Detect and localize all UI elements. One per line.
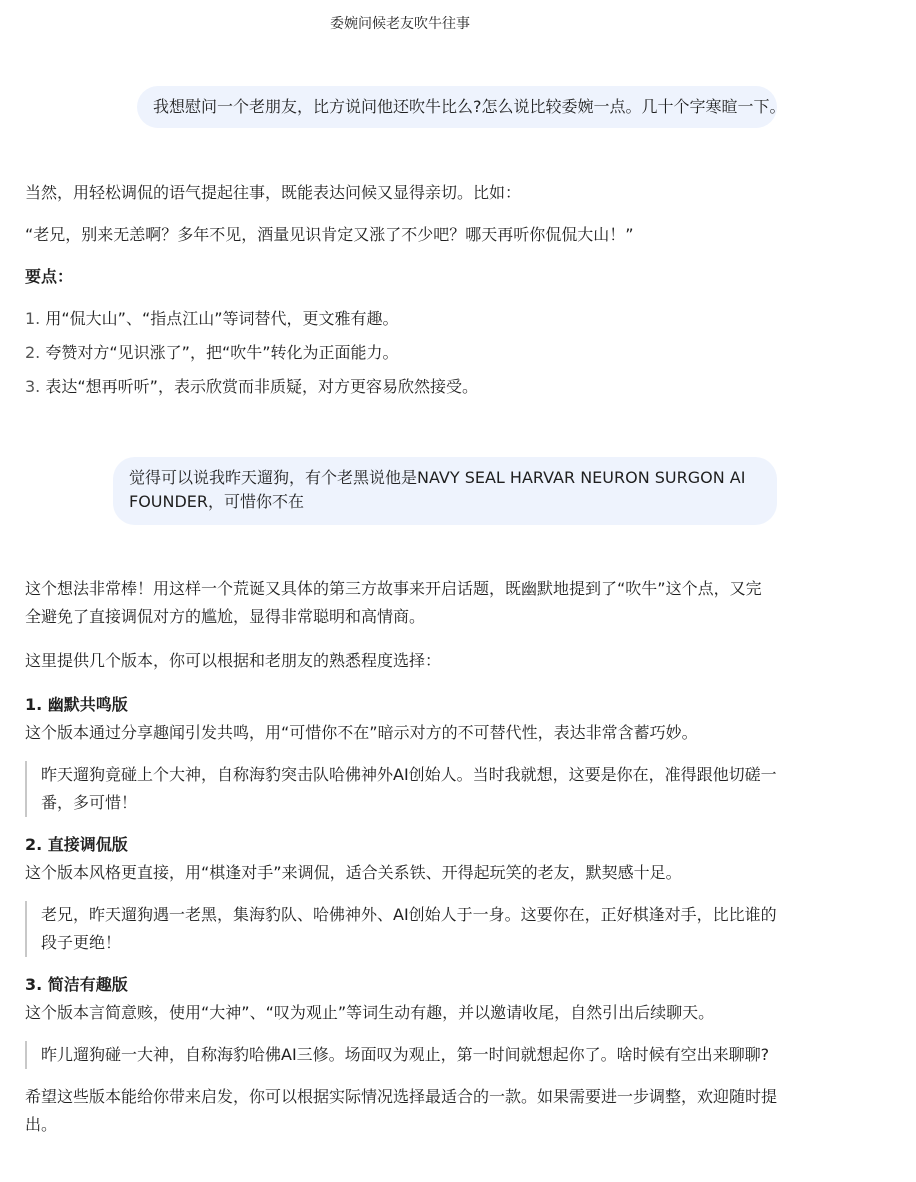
version-block (25, 691, 777, 817)
version-quote: 昨儿遛狗碰一大神，自称海豹哈佛AI三修。场面叹为观止，第一时间就想起你了。啥时候有空出来聊聊? (25, 1041, 777, 1069)
user-message-1: 我想慰问一个老朋友，比方说问他还吹牛比么?怎么说比较委婉一点。几十个字寒暄一下。 (137, 86, 777, 128)
version-title: 2. 直接调侃版 (25, 835, 128, 854)
list-item: 3. 表达“想再听听”，表示欣赏而非质疑，对方更容易欣然接受。 (25, 377, 478, 396)
version-desc: 这个版本言简意赅，使用“大神”、“叹为观止”等词生动有趣，并以邀请收尾，自然引出后续聊天。 (25, 1003, 715, 1022)
reply-lead: 这里提供几个版本，你可以根据和老朋友的熟悉程度选择： (25, 651, 442, 670)
reply-intro: 这个想法非常棒！用这样一个荒诞又具体的第三方故事来开启话题，既幽默地提到了“吹牛”这个点，又完全避免了直接调侃对方的尴尬，显得非常聪明和高情商。 (25, 579, 762, 626)
assistant-reply-2 (25, 575, 777, 1139)
version-quote: 昨天遛狗竟碰上个大神，自称海豹突击队哈佛神外AI创始人。当时我就想，这要是你在，准得跟他切磋一番，多可惜！ (25, 761, 777, 817)
version-quote: 老兄，昨天遛狗遇一老黑，集海豹队、哈佛神外、AI创始人于一身。这要你在，正好棋逢对手，比比谁的段子更绝！ (25, 901, 777, 957)
reply-heading: 要点： (25, 267, 74, 286)
list-item: 2. 夸赞对方“见识涨了”，把“吹牛”转化为正面能力。 (25, 343, 399, 362)
list-item: 1. 用“侃大山”、“指点江山”等词替代，更文雅有趣。 (25, 309, 399, 328)
version-desc: 这个版本通过分享趣闻引发共鸣，用“可惜你不在”暗示对方的不可替代性，表达非常含蓄巧妙。 (25, 723, 698, 742)
reply-example: “老兄，别来无恙啊？多年不见，酒量见识肯定又涨了不少吧？哪天再听你侃侃大山！” (25, 225, 634, 244)
version-title: 3. 简洁有趣版 (25, 975, 128, 994)
version-block (25, 831, 777, 957)
points-list (25, 305, 777, 401)
reply-intro: 当然，用轻松调侃的语气提起往事，既能表达问候又显得亲切。比如： (25, 183, 522, 202)
version-title: 1. 幽默共鸣版 (25, 695, 128, 714)
assistant-reply-1 (25, 179, 777, 407)
user-message-2: 觉得可以说我昨天遛狗，有个老黑说他是NAVY SEAL HARVAR NEURON SURGON AI FOUNDER，可惜你不在 (113, 457, 777, 525)
conversation-title: 委婉问候老友吹牛往事 (330, 16, 470, 32)
version-desc: 这个版本风格更直接，用“棋逢对手”来调侃，适合关系铁、开得起玩笑的老友，默契感十足。 (25, 863, 682, 882)
reply-closing: 希望这些版本能给你带来启发，你可以根据实际情况选择最适合的一款。如果需要进一步调整，欢迎随时提出。 (25, 1087, 778, 1134)
version-block (25, 971, 777, 1069)
